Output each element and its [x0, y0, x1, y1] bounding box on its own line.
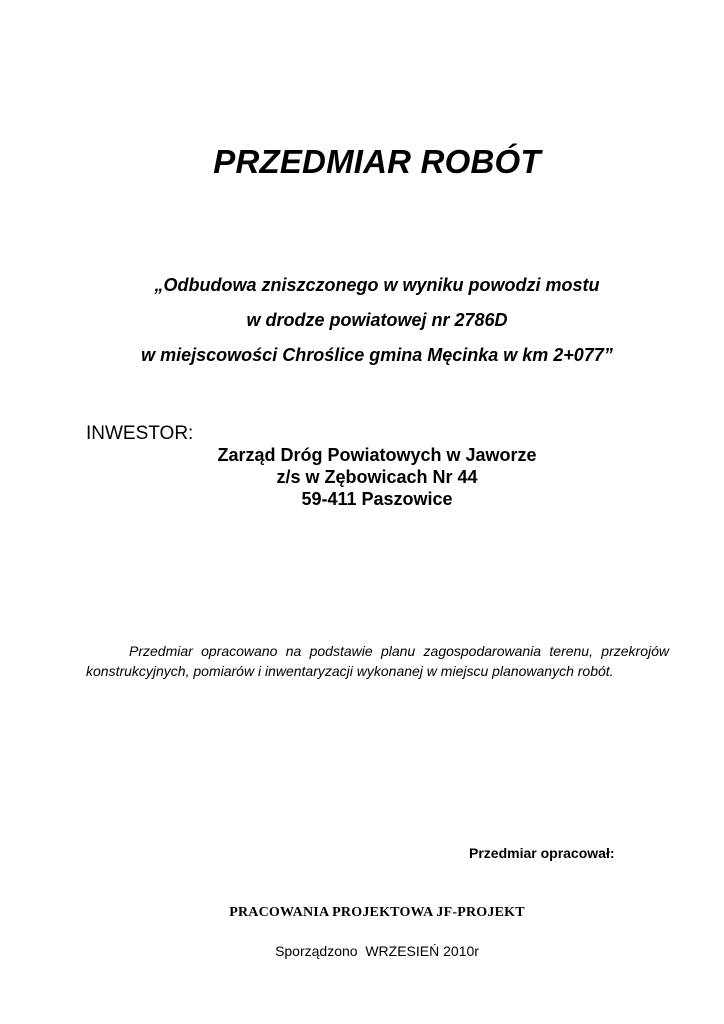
investor-details [0, 444, 724, 510]
investor-line: Zarząd Dróg Powiatowych w Jaworze [217, 445, 537, 465]
investor-line: 59-411 Paszowice [301, 489, 453, 509]
subject-line: „Odbudowa zniszczonego w wyniku powodzi mostu [154, 275, 600, 295]
subject-line: w miejscowości Chroślice gmina Męcinka w km 2+077” [141, 345, 613, 365]
investor-label: INWESTOR: [86, 423, 194, 444]
company-name: PRACOWANIA PROJEKTOWA JF-PROJEKT [229, 905, 525, 920]
subject-line: w drodze powiatowej nr 2786D [246, 310, 508, 330]
prepared-by-label: Przedmiar opracował: [469, 845, 615, 861]
preparation-note: Przedmiar opracowano na podstawie planu zagospodarowania terenu, przekrojów konstrukcyjnych, pomiarów i inwentaryzacji wykonanej w miejscu planowanych robót. [86, 643, 669, 679]
date-line: Sporządzono WRZESIEŃ 2010r [275, 943, 479, 959]
document-title: PRZEDMIAR ROBÓT [213, 143, 541, 180]
project-subject [0, 268, 724, 373]
investor-line: z/s w Zębowicach Nr 44 [276, 467, 478, 487]
